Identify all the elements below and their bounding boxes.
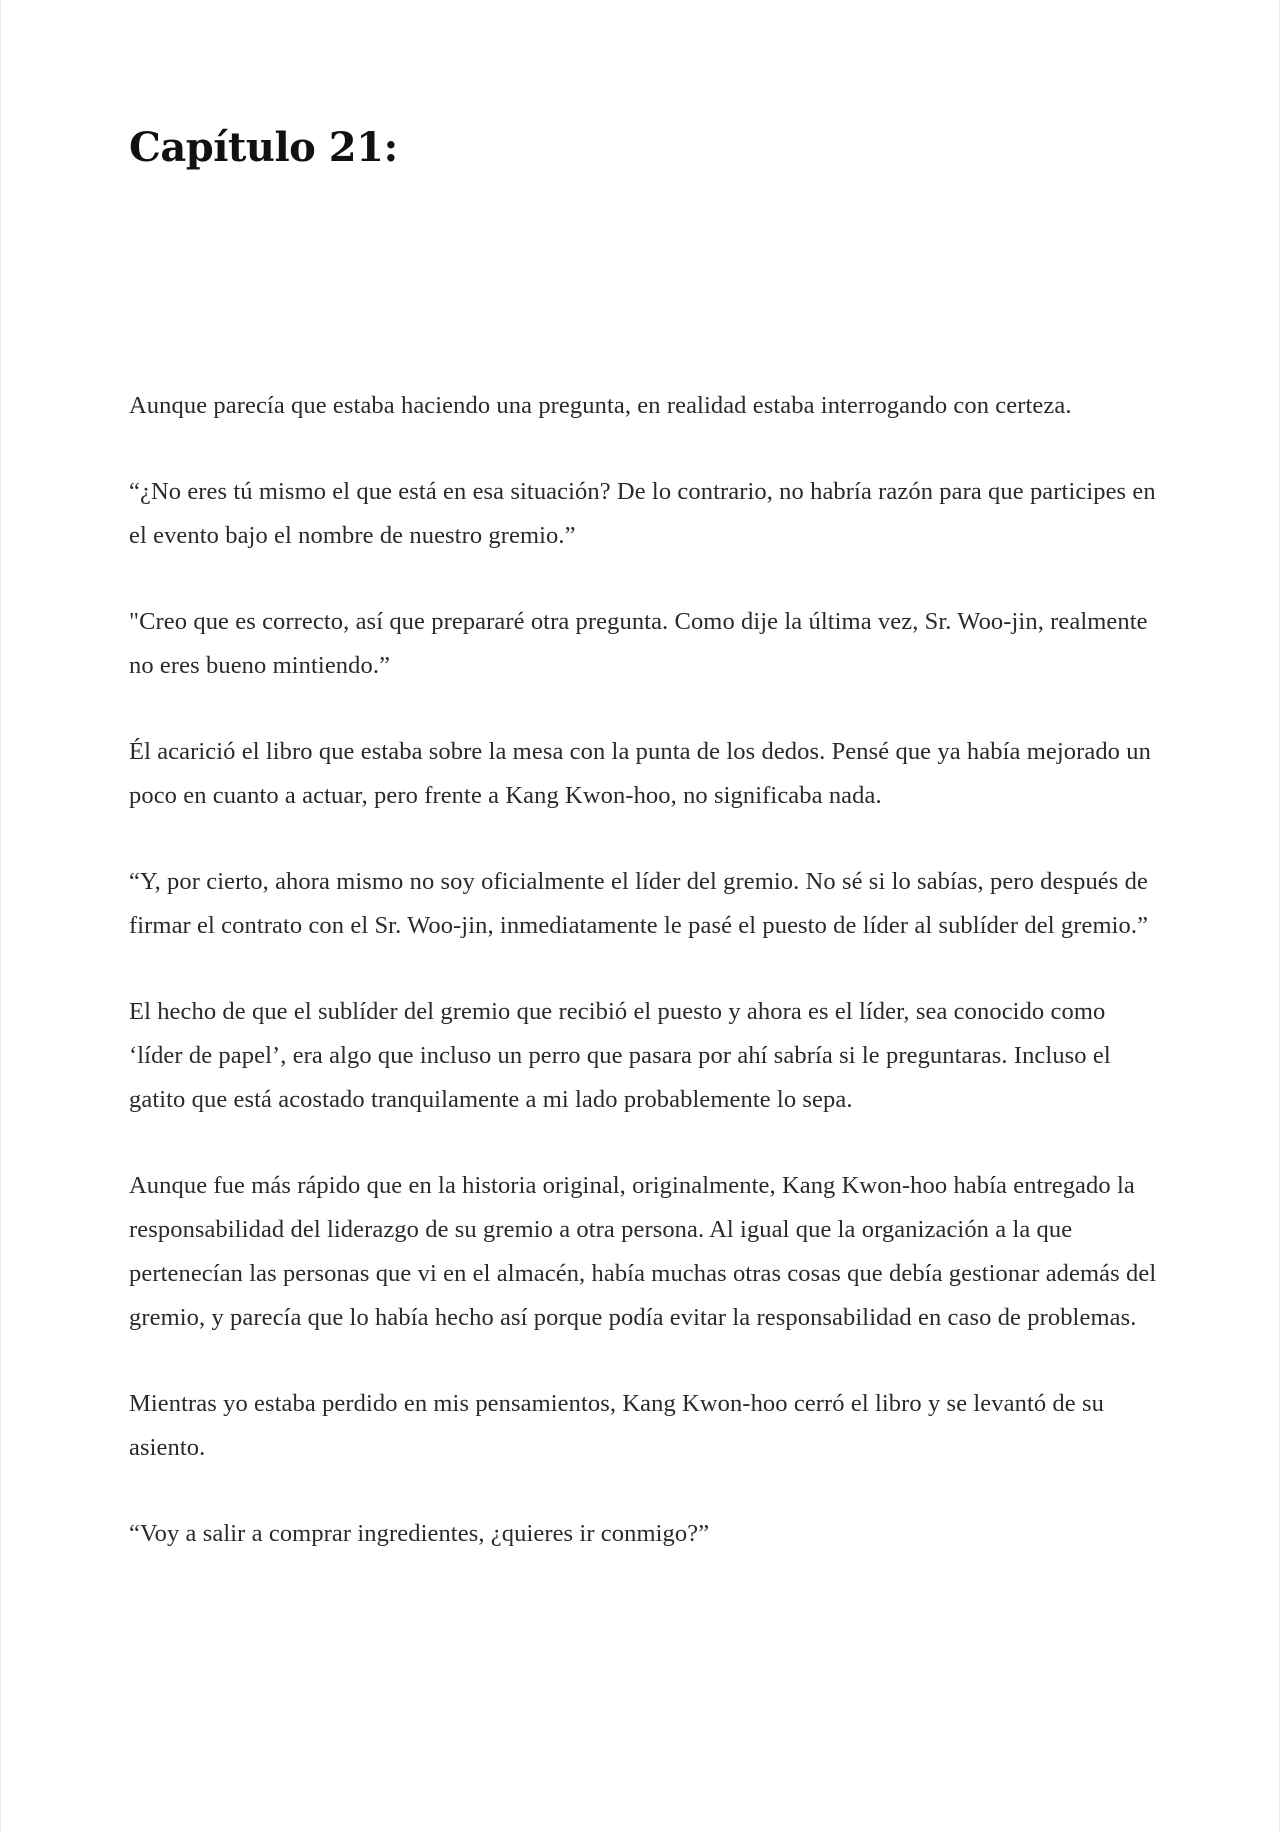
chapter-body — [129, 384, 1161, 1556]
paragraph: “Voy a salir a comprar ingredientes, ¿quieres ir conmigo?” — [129, 1520, 710, 1547]
paragraph: Mientras yo estaba perdido en mis pensamientos, Kang Kwon-hoo cerró el libro y se levantó de su asiento. — [129, 1390, 1104, 1461]
paragraph: El hecho de que el sublíder del gremio que recibió el puesto y ahora es el líder, sea conocido como ‘líder de papel’, era algo que incluso un perro que pasara por ahí sabría si le preguntaras. Incluso el gatito que está acostado tranquilamente a mi lado probablemente lo sepa. — [129, 998, 1111, 1113]
chapter-title: Capítulo 21: — [129, 124, 398, 171]
paragraph: Él acarició el libro que estaba sobre la mesa con la punta de los dedos. Pensé que ya había mejorado un poco en cuanto a actuar, pero frente a Kang Kwon-hoo, no significaba nada. — [129, 738, 1151, 809]
paragraph: “Y, por cierto, ahora mismo no soy oficialmente el líder del gremio. No sé si lo sabías, pero después de firmar el contrato con el Sr. Woo-jin, inmediatamente le pasé el puesto de líder al sublíder del gremio.” — [129, 868, 1149, 939]
paragraph: "Creo que es correcto, así que prepararé otra pregunta. Como dije la última vez, Sr. Woo-jin, realmente no eres bueno mintiendo.” — [129, 608, 1148, 679]
paragraph: Aunque parecía que estaba haciendo una pregunta, en realidad estaba interrogando con certeza. — [129, 392, 1072, 419]
paragraph: “¿No eres tú mismo el que está en esa situación? De lo contrario, no habría razón para que participes en el evento bajo el nombre de nuestro gremio.” — [129, 478, 1156, 549]
document-content — [129, 116, 1161, 1556]
paragraph: Aunque fue más rápido que en la historia original, originalmente, Kang Kwon-hoo había entregado la responsabilidad del liderazgo de su gremio a otra persona. Al igual que la organización a la que pertenecían las personas que vi en el almacén, había muchas otras cosas que debía gestionar además del gremio, y parecía que lo había hecho así porque podía evitar la responsabilidad en caso de problemas. — [129, 1172, 1157, 1331]
